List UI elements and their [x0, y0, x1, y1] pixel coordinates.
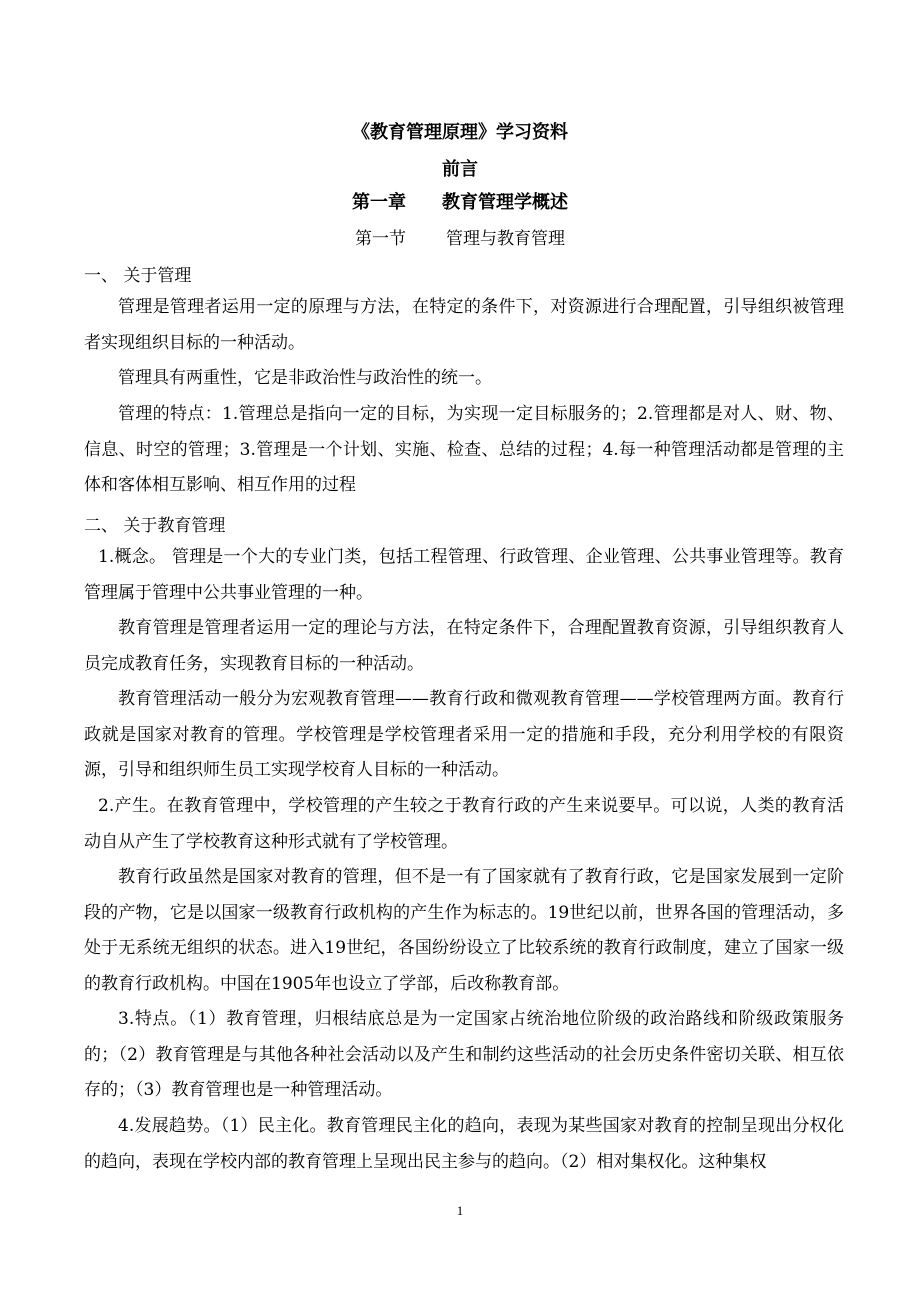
section-heading	[0, 224, 920, 249]
document-title: 《教育管理原理》学习资料	[352, 122, 568, 143]
paragraph-macro-micro: 教育管理活动一般分为宏观教育管理——教育行政和微观教育管理——学校管理两方面。教育行政就是国家对教育的管理。学校管理是学校管理者采用一定的措施和手段，充分利用学校的有限资源，引导和组织师生员工实现学校育人目标的一种活动。	[84, 689, 844, 780]
paragraph-concept: 1.概念。 管理是一个大的专业门类，包括工程管理、行政管理、企业管理、公共事业管理等。教育管理属于管理中公共事业管理的一种。	[84, 547, 844, 603]
paragraph-management-features: 管理的特点：1.管理总是指向一定的目标，为实现一定目标服务的；2.管理都是对人、财、物、信息、时空的管理；3.管理是一个计划、实施、检查、总结的过程；4.每一种管理活动都是管理的主体和客体相互影响、相互作用的过程	[84, 404, 844, 495]
chapter-number: 第一章	[352, 192, 406, 213]
paragraph-characteristics: 3.特点。（1）教育管理，归根结底总是为一定国家占统治地位阶级的政治路线和阶级政策服务的；（2）教育管理是与其他各种社会活动以及产生和制约这些活动的社会历史条件密切关联、相互依存的；（3）教育管理也是一种管理活动。	[84, 1009, 844, 1100]
paragraph-management-definition: 管理是管理者运用一定的原理与方法，在特定的条件下，对资源进行合理配置，引导组织被管理者实现组织目标的一种活动。	[84, 297, 844, 353]
paragraph-trends: 4.发展趋势。（1）民主化。教育管理民主化的趋向，表现为某些国家对教育的控制呈现出分权化的趋向，表现在学校内部的教育管理上呈现出民主参与的趋向。（2）相对集权化。这种集权	[84, 1116, 844, 1172]
paragraph-origin: 2.产生。在教育管理中，学校管理的产生较之于教育行政的产生来说要早。可以说，人类的教育活动自从产生了学校教育这种形式就有了学校管理。	[84, 796, 844, 852]
chapter-heading	[0, 188, 920, 214]
section-number: 第一节	[355, 229, 406, 249]
page-number: 1	[456, 1203, 464, 1218]
paragraph-management-duality: 管理具有两重性，它是非政治性与政治性的统一。	[118, 368, 492, 388]
paragraph-education-management-definition: 教育管理是管理者运用一定的理论与方法，在特定条件下，合理配置教育资源，引导组织教育人员完成教育任务，实现教育目标的一种活动。	[84, 618, 844, 674]
heading-about-education-management: 二、 关于教育管理	[84, 516, 226, 536]
paragraph-education-administration: 教育行政虽然是国家对教育的管理，但不是一有了国家就有了教育行政，它是国家发展到一定阶段的产物，它是以国家一级教育行政机构的产生作为标志的。19世纪以前，世界各国的管理活动，多处于无系统无组织的状态。进入19世纪，各国纷纷设立了比较系统的教育行政制度，建立了国家一级的教育行政机构。中国在1905年也设立了学部，后改称教育部。	[84, 867, 844, 994]
section-name: 管理与教育管理	[446, 229, 565, 249]
preface-heading: 前言	[442, 159, 478, 180]
heading-about-management: 一、 关于管理	[84, 266, 192, 286]
chapter-name: 教育管理学概述	[442, 192, 568, 213]
